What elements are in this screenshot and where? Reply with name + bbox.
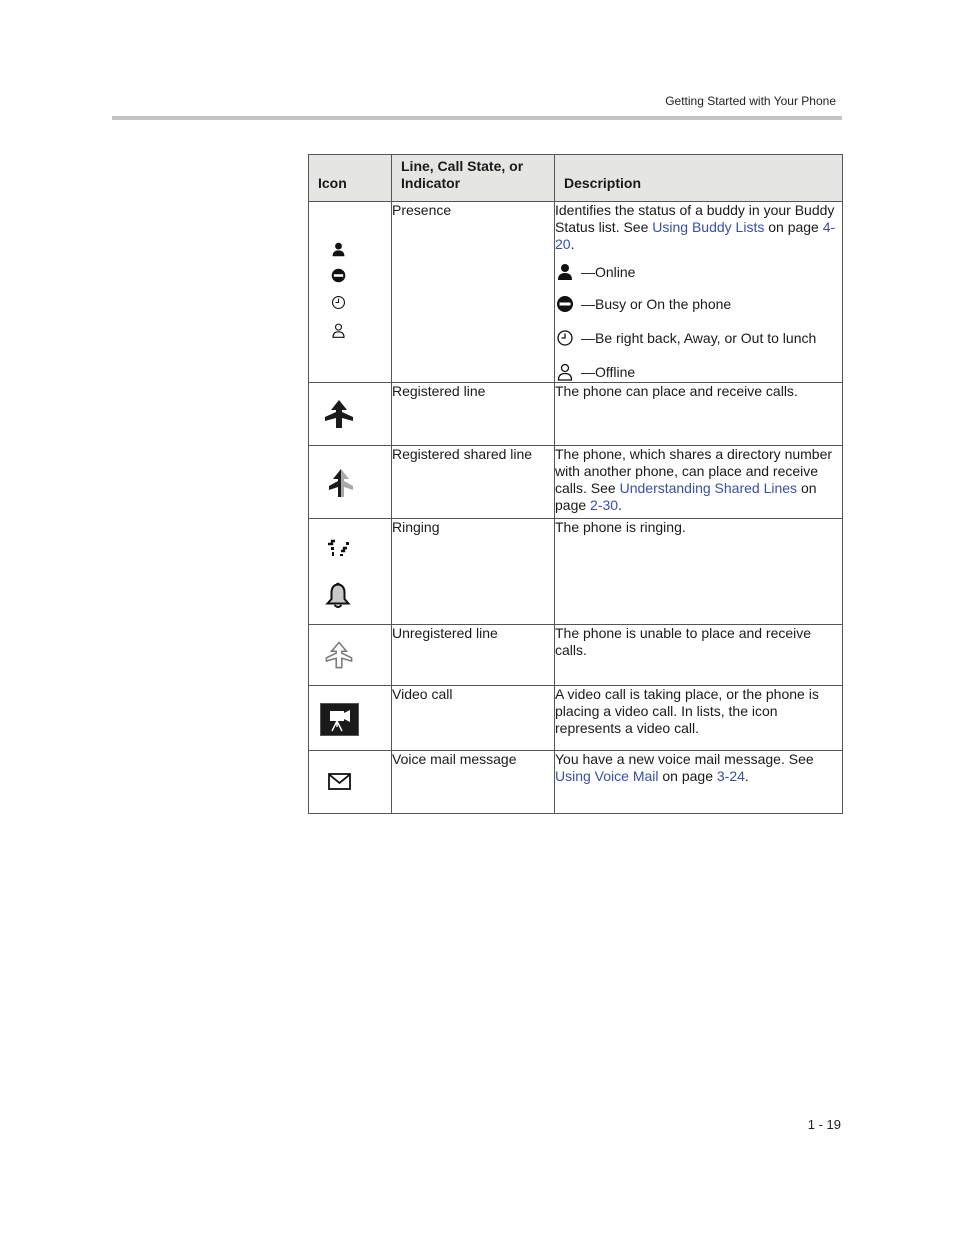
table-header-row [309, 155, 843, 202]
presence-label: Offline [595, 363, 636, 380]
description-text: . [570, 236, 575, 252]
presence-online-icon [555, 263, 575, 281]
state-label: Voice mail message [392, 751, 555, 814]
description-text: . [744, 768, 749, 784]
description-text: . [618, 497, 622, 513]
bell-icon [324, 582, 352, 610]
icon-cell [309, 519, 392, 625]
running-header: Getting Started with Your Phone [665, 94, 836, 108]
description [555, 202, 843, 383]
link-understanding-shared-lines[interactable]: Understanding Shared Lines [619, 480, 798, 496]
unregistered-line-icon [325, 640, 353, 670]
table-row-unregistered-line [309, 625, 843, 686]
state-label: Ringing [392, 519, 555, 625]
table-row-video-call [309, 686, 843, 751]
presence-online-icon [330, 241, 347, 258]
registered-shared-line-icon [328, 468, 354, 498]
table-row-ringing [309, 519, 843, 625]
description-text: You have a new voice mail message. See [555, 751, 814, 767]
description: A video call is taking place, or the phone is placing a video call. In lists, the icon represents a video call. [555, 686, 843, 751]
presence-item-busy [555, 295, 731, 313]
description: The phone is ringing. [555, 519, 843, 625]
header-rule [112, 116, 842, 120]
page-number: 1 - 19 [807, 1117, 841, 1132]
description [555, 751, 843, 814]
presence-away-clock-icon [330, 294, 347, 311]
state-label: Unregistered line [392, 625, 555, 686]
registered-line-icon [324, 399, 354, 429]
state-label: Registered line [392, 383, 555, 446]
table-row-presence [309, 202, 843, 383]
presence-label: Online [595, 263, 636, 280]
table-row-voice-mail [309, 751, 843, 814]
presence-item-away [555, 329, 816, 347]
presence-busy-icon [330, 267, 347, 284]
video-camera-icon [320, 703, 359, 736]
presence-offline-icon [330, 322, 347, 339]
link-using-voice-mail[interactable]: Using Voice Mail [555, 768, 659, 784]
table-row-registered-shared-line [309, 446, 843, 519]
description: The phone can place and receive calls. [555, 383, 843, 446]
presence-busy-icon [555, 295, 575, 313]
ringing-icon [327, 539, 351, 559]
table-row-registered-line [309, 383, 843, 446]
description [555, 446, 843, 519]
envelope-icon [328, 773, 351, 790]
link-page-3-24[interactable]: 3-24 [716, 768, 745, 784]
icon-cell [309, 625, 392, 686]
description-text: Identifies the status of a buddy in your Buddy Status list. See [555, 202, 835, 235]
description-text: on page [764, 219, 823, 235]
column-header-description: Description [555, 155, 843, 202]
description-text: The phone, which shares a directory number with another phone, can place and receive calls. See [555, 446, 833, 496]
icon-cell [309, 202, 392, 383]
dash: — [581, 363, 595, 380]
presence-label: Be right back, Away, or Out to lunch [595, 329, 817, 346]
dash: — [581, 263, 595, 280]
icon-reference-table [308, 154, 843, 814]
presence-item-online [555, 263, 635, 281]
description: The phone is unable to place and receive calls. [555, 625, 843, 686]
link-using-buddy-lists[interactable]: Using Buddy Lists [652, 219, 765, 235]
icon-cell [309, 751, 392, 814]
state-label: Presence [392, 202, 555, 383]
presence-away-clock-icon [555, 329, 575, 347]
presence-offline-icon [555, 363, 575, 381]
column-header-icon: Icon [309, 155, 392, 202]
description-text: on page [658, 768, 717, 784]
presence-legend [555, 253, 842, 378]
icon-cell [309, 383, 392, 446]
icon-cell [309, 686, 392, 751]
state-label: Video call [392, 686, 555, 751]
presence-label: Busy or On the phone [595, 295, 732, 312]
link-page-4-20[interactable]: 4-20 [555, 219, 836, 252]
icon-cell [309, 446, 392, 519]
description-text: on page [555, 480, 817, 513]
state-label: Registered shared line [392, 446, 555, 519]
dash: — [581, 329, 595, 346]
link-page-2-30[interactable]: 2-30 [590, 497, 619, 513]
dash: — [581, 295, 595, 312]
presence-item-offline [555, 363, 635, 381]
presence-description [555, 202, 842, 253]
column-header-state: Line, Call State, or Indicator [392, 155, 555, 202]
